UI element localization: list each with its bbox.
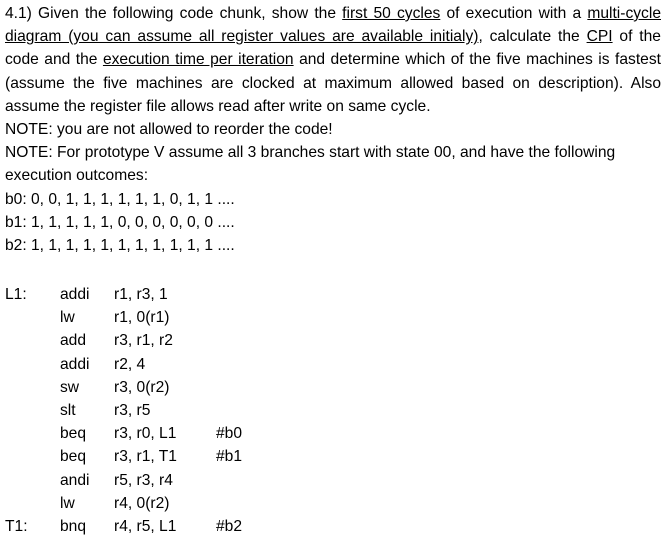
- code-operands: r4, r5, L1: [114, 517, 177, 535]
- code-line: [5, 353, 655, 376]
- code-opcode: addi: [60, 286, 90, 303]
- question-paragraph: [5, 2, 661, 118]
- code-line: [5, 376, 655, 399]
- question-text-2: of execution with a: [440, 5, 588, 22]
- code-line: [5, 445, 655, 468]
- code-opcode: add: [60, 332, 87, 350]
- code-opcode: lw: [60, 309, 75, 327]
- code-opcode: bnq: [60, 517, 87, 535]
- note-reorder: NOTE: you are not allowed to reorder the code!: [5, 121, 333, 139]
- question-document: [5, 2, 661, 257]
- code-comment: #b1: [216, 448, 243, 466]
- underlined-execution-time: execution time per iteration: [102, 51, 294, 69]
- code-label: L1:: [5, 286, 27, 303]
- code-comment: #b2: [216, 517, 243, 535]
- code-operands: r1, r3, 1: [114, 286, 168, 303]
- outcome-b1: b1: 1, 1, 1, 1, 1, 0, 0, 0, 0, 0, 0 ....: [5, 213, 235, 231]
- code-operands: r5, r3, r4: [114, 471, 173, 489]
- code-operands: r3, 0(r2): [114, 378, 170, 396]
- code-line: [5, 469, 655, 492]
- code-operands: r3, r1, r2: [114, 332, 173, 350]
- code-opcode: sw: [60, 378, 80, 396]
- underlined-cpi: CPI: [586, 28, 613, 46]
- underlined-multi-cycle-diagram: multi-cycle diagram (you can assume all register values are available initialy): [5, 5, 661, 46]
- note-prototype-v: NOTE: For prototype V assume all 3 branches start with state 00, and have the following execution outcomes:: [5, 144, 616, 185]
- code-operands: r3, r0, L1: [114, 425, 177, 443]
- question-text-3: , calculate the: [478, 28, 587, 46]
- code-line: [5, 283, 655, 306]
- code-operands: r2, 4: [114, 355, 146, 373]
- code-comment: #b0: [216, 425, 243, 443]
- code-line: [5, 306, 655, 329]
- code-opcode: andi: [60, 471, 90, 489]
- code-line: [5, 492, 655, 515]
- question-text-4: of the code and the: [5, 28, 661, 69]
- code-opcode: beq: [60, 425, 87, 443]
- code-line: [5, 422, 655, 445]
- code-opcode: lw: [60, 494, 75, 512]
- code-line: [5, 515, 655, 538]
- code-operands: r1, 0(r1): [114, 309, 170, 327]
- code-opcode: beq: [60, 448, 87, 466]
- code-line: [5, 399, 655, 422]
- code-operands: r3, r1, T1: [114, 448, 177, 466]
- outcome-b0: b0: 0, 0, 1, 1, 1, 1, 1, 1, 0, 1, 1 ....: [5, 190, 235, 208]
- question-text-1: 4.1) Given the following code chunk, show the: [5, 5, 343, 22]
- underlined-first-50-cycles: first 50 cycles: [342, 5, 441, 22]
- code-operands: r3, r5: [114, 401, 151, 419]
- outcome-b2: b2: 1, 1, 1, 1, 1, 1, 1, 1, 1, 1, 1 ....: [5, 237, 235, 255]
- question-text-5: and determine which of the five machines is fastest (assume the five machines are clocked at maximum allowed based on description). Also assume the register file allows read after write on same cycle.: [5, 51, 661, 115]
- code-listing: [5, 283, 655, 538]
- code-label: T1:: [5, 517, 28, 535]
- code-opcode: slt: [60, 401, 76, 419]
- code-line: [5, 329, 655, 352]
- code-opcode: addi: [60, 355, 90, 373]
- code-operands: r4, 0(r2): [114, 494, 170, 512]
